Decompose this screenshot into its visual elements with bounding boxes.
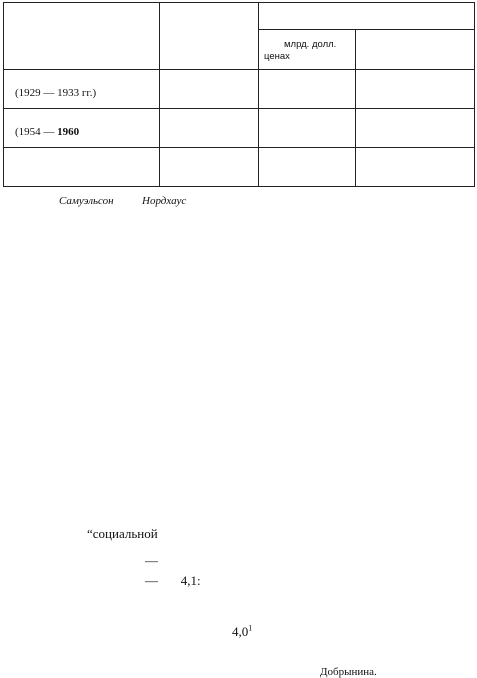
table-line-row2: [3, 147, 475, 148]
table-line-col1: [159, 2, 160, 187]
text-footer-author: Добрынина.: [320, 666, 377, 678]
source-author-2: Нордхаус: [142, 195, 187, 207]
text-value-footnote-mark: 1: [248, 623, 253, 633]
text-value: [232, 624, 252, 640]
table-line-top: [3, 2, 475, 3]
row-label-period-2-prefix: (1954 —: [15, 126, 58, 138]
row-label-period-2-year: 1960: [57, 126, 80, 138]
header-unit-line1: млрд. долл.: [284, 39, 337, 50]
row-label-period-1: (1929 — 1933 гг.): [15, 87, 97, 99]
text-dash-value: — 4,1:: [145, 573, 201, 588]
source-author-1: Самуэльсон: [59, 195, 114, 207]
table-line-right: [474, 2, 475, 187]
header-unit-line2: ценах: [264, 51, 290, 62]
text-dash: —: [145, 553, 158, 568]
text-social: “социальной: [87, 526, 158, 541]
table-line-left: [3, 2, 4, 187]
table-line-subheader: [258, 29, 475, 30]
table-line-header-bottom: [3, 69, 475, 70]
text-value-number: 4,0: [232, 624, 249, 639]
table-line-col2: [258, 2, 259, 187]
table-line-col3: [355, 29, 356, 187]
row-label-period-2: [15, 126, 79, 138]
table-line-row1: [3, 108, 475, 109]
table-line-bottom: [3, 186, 475, 187]
